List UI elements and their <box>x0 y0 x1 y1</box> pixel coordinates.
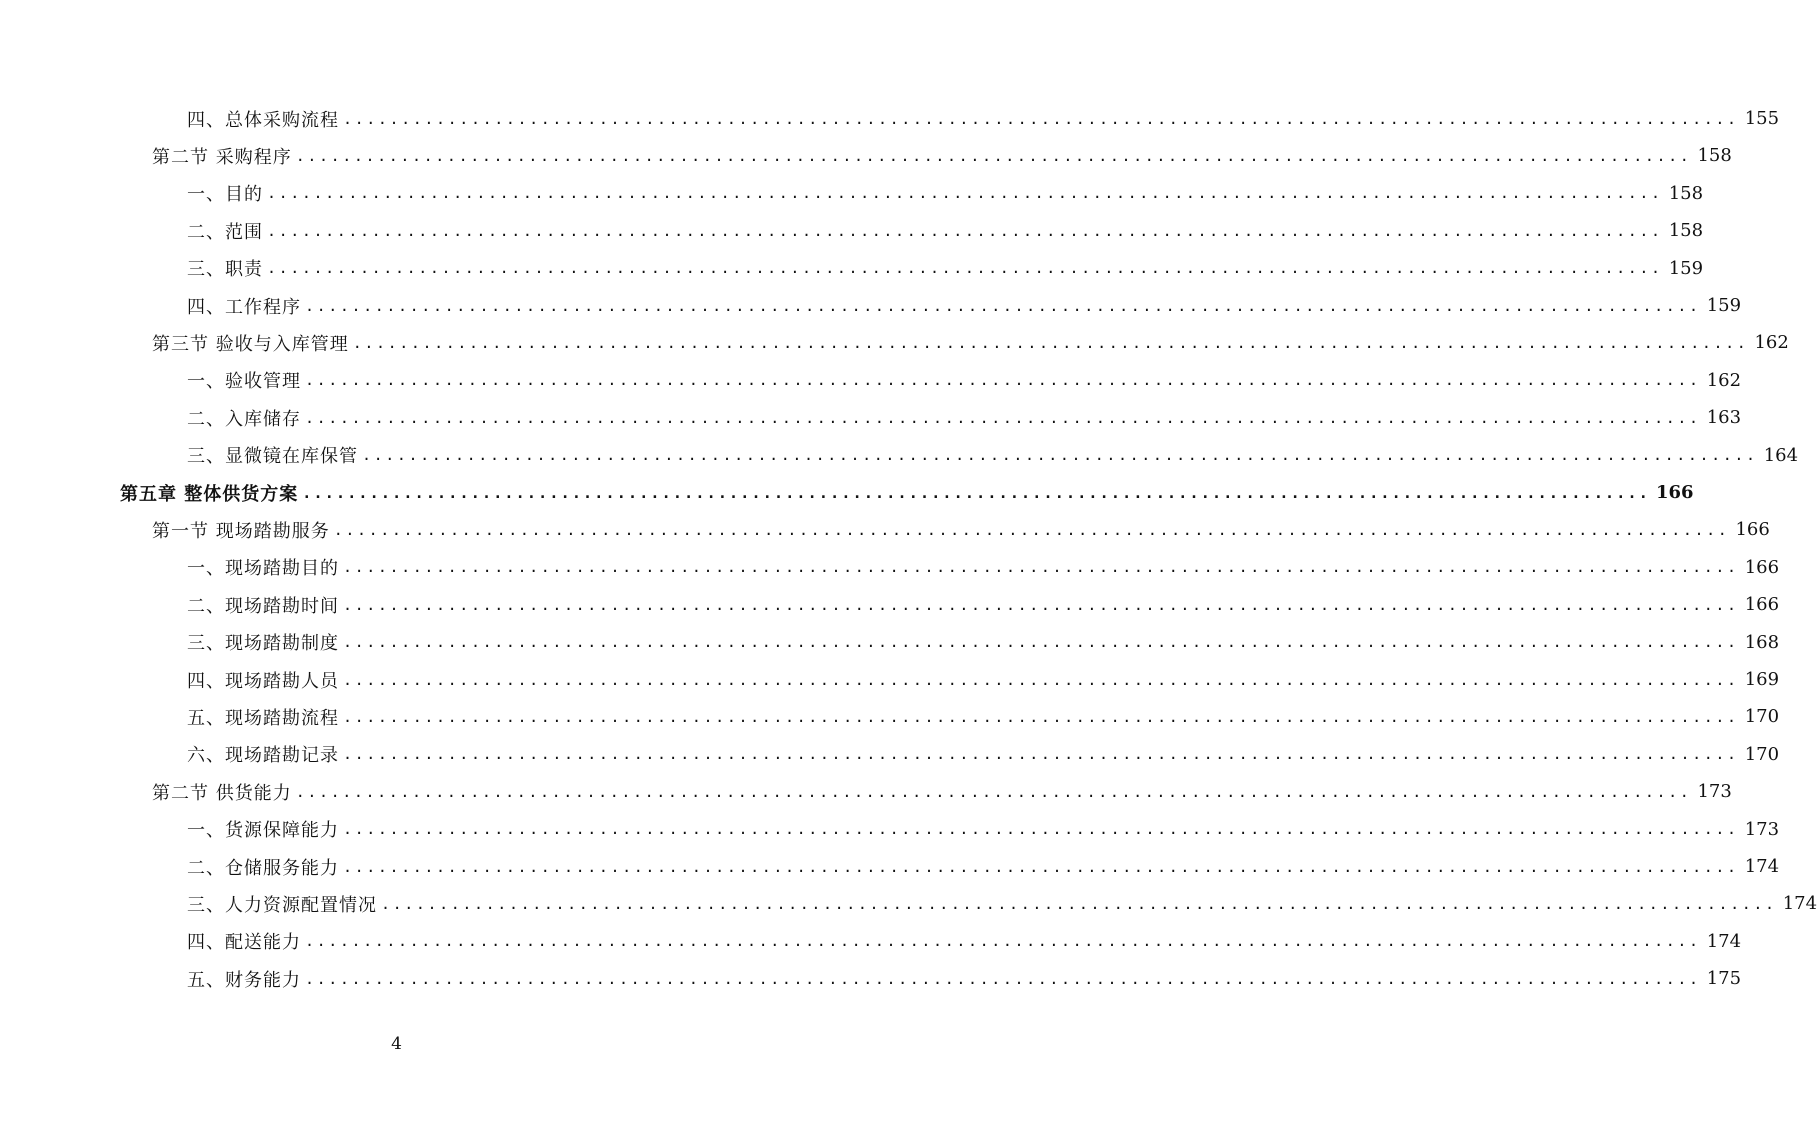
toc-entry-title: 第一节 现场踏勘服务 <box>152 520 330 542</box>
toc-entry-title: 二、入库储存 <box>187 408 301 430</box>
toc-dot-leader: ........................................................................................................................ <box>343 109 1739 128</box>
toc-entry-title: 五、财务能力 <box>187 969 301 991</box>
toc-entry-page: 174 <box>1782 893 1817 915</box>
toc-dot-leader: ........................................................................................................................ <box>305 969 1701 988</box>
toc-entry[interactable] <box>152 137 1732 174</box>
toc-dot-leader: ........................................................................................................................ <box>305 371 1701 390</box>
toc-dot-leader: ........................................................................................................................ <box>343 745 1739 764</box>
toc-entry-title: 五、现场踏勘流程 <box>187 707 339 729</box>
toc-entry-title: 四、现场踏勘人员 <box>187 670 339 692</box>
toc-entry[interactable] <box>187 175 1704 212</box>
toc-entry-page: 166 <box>1744 556 1780 578</box>
toc-entry-page: 175 <box>1706 968 1742 990</box>
toc-entry-page: 170 <box>1744 706 1780 728</box>
toc-entry-title: 二、现场踏勘时间 <box>187 595 339 617</box>
toc-dot-leader: ........................................................................................................................ <box>352 333 1749 352</box>
toc-entry-page: 168 <box>1744 631 1780 653</box>
toc-dot-leader: ........................................................................................................................ <box>305 408 1701 427</box>
toc-entry-title: 一、货源保障能力 <box>187 820 339 842</box>
toc-dot-leader: ........................................................................................................................ <box>343 595 1739 614</box>
toc-entry-page: 173 <box>1744 818 1780 840</box>
toc-entry-page: 174 <box>1706 930 1742 952</box>
toc-dot-leader: ........................................................................................................................ <box>343 670 1739 689</box>
toc-entry[interactable] <box>187 549 1780 586</box>
toc-entry[interactable] <box>187 399 1742 436</box>
toc-entry[interactable] <box>187 212 1704 249</box>
toc-dot-leader: ........................................................................................................................ <box>333 520 1730 539</box>
toc-entry[interactable] <box>187 586 1780 623</box>
toc-entry-title: 第二节 供货能力 <box>152 782 292 804</box>
toc-entry-page: 162 <box>1754 332 1789 354</box>
toc-entry-title: 一、目的 <box>187 184 263 206</box>
toc-entry[interactable] <box>187 736 1780 773</box>
toc-dot-leader: ........................................................................................................................ <box>362 446 1758 465</box>
toc-entry-page: 174 <box>1744 856 1780 877</box>
toc-entry[interactable] <box>187 437 1799 474</box>
toc-dot-leader: ........................................................................................................................ <box>305 932 1701 951</box>
toc-entry-title: 二、范围 <box>187 221 263 243</box>
toc-entry-title: 一、现场踏勘目的 <box>187 558 339 580</box>
toc-entry-page: 166 <box>1744 594 1780 616</box>
toc-dot-leader: ........................................................................................................................ <box>343 820 1739 839</box>
toc-entry-page: 166 <box>1735 519 1770 541</box>
toc-entry-page: 169 <box>1744 669 1780 690</box>
toc-entry[interactable] <box>187 100 1780 137</box>
toc-dot-leader: ........................................................................................................................ <box>305 296 1701 315</box>
toc-entry-title: 三、人力资源配置情况 <box>187 894 377 916</box>
toc-entry[interactable] <box>187 250 1704 287</box>
toc-entry[interactable] <box>152 511 1770 548</box>
toc-entry[interactable] <box>187 885 1817 922</box>
toc-entry-title: 四、配送能力 <box>187 932 301 954</box>
toc-dot-leader: ........................................................................................................................ <box>381 894 1777 913</box>
toc-dot-leader: ........................................................................................................................ <box>343 558 1739 577</box>
toc-entry-title: 三、现场踏勘制度 <box>187 633 339 655</box>
toc-entry-page: 158 <box>1668 182 1704 204</box>
toc-entry[interactable] <box>187 960 1742 997</box>
toc-entry-page: 158 <box>1697 145 1732 167</box>
toc-entry-title: 第三节 验收与入库管理 <box>152 333 349 355</box>
toc-dot-leader: ........................................................................................................................ <box>343 633 1739 652</box>
toc-entry-page: 159 <box>1706 295 1742 316</box>
toc-dot-leader: ........................................................................................................................ <box>295 146 1692 165</box>
toc-entry-page: 173 <box>1697 781 1732 803</box>
toc-entry-title: 第五章 整体供货方案 <box>120 483 299 505</box>
toc-entry-title: 一、验收管理 <box>187 371 301 393</box>
toc-entry-title: 四、总体采购流程 <box>187 109 339 131</box>
toc-entry-title: 四、工作程序 <box>187 296 301 318</box>
toc-entry[interactable] <box>187 362 1742 399</box>
toc-dot-leader: ........................................................................................................................ <box>343 857 1739 876</box>
toc-entry-page: 164 <box>1763 444 1799 466</box>
toc-entry-page: 162 <box>1706 369 1742 391</box>
toc-dot-leader: ........................................................................................................................ <box>267 184 1663 203</box>
toc-entry-page: 170 <box>1744 743 1780 765</box>
toc-dot-leader: ........................................................................................................................ <box>295 782 1692 801</box>
toc-entry[interactable] <box>152 773 1732 810</box>
toc-entry[interactable] <box>187 661 1780 698</box>
toc-entry[interactable] <box>187 848 1780 885</box>
toc-entry-page: 158 <box>1668 220 1704 242</box>
toc-entry-title: 三、显微镜在库保管 <box>187 446 358 468</box>
toc-entry-title: 二、仓储服务能力 <box>187 857 339 879</box>
toc-entry[interactable] <box>187 624 1780 661</box>
toc-dot-leader: ........................................................................................................................ <box>267 259 1663 278</box>
toc-dot-leader: ........................................................................................................................ <box>343 707 1739 726</box>
toc-entry-title: 第二节 采购程序 <box>152 146 292 168</box>
page-number: 4 <box>391 1034 402 1054</box>
toc-entry-title: 六、现场踏勘记录 <box>187 745 339 767</box>
toc-entry-title: 三、职责 <box>187 259 263 281</box>
toc-dot-leader: ........................................................................................................................ <box>267 221 1663 240</box>
toc-entry-page: 166 <box>1655 482 1694 503</box>
toc-entry-page: 159 <box>1668 257 1704 279</box>
toc-entry[interactable] <box>187 923 1742 960</box>
toc-entry[interactable] <box>187 698 1780 735</box>
toc-entry[interactable] <box>187 811 1780 848</box>
toc-dot-leader: ........................................................................................................................ <box>302 483 1650 502</box>
toc-entry-page: 155 <box>1744 108 1780 129</box>
toc-entry[interactable] <box>187 287 1742 324</box>
toc-entry-page: 163 <box>1706 407 1742 429</box>
toc-entry[interactable] <box>152 324 1789 361</box>
toc-chapter-entry[interactable] <box>120 474 1694 511</box>
